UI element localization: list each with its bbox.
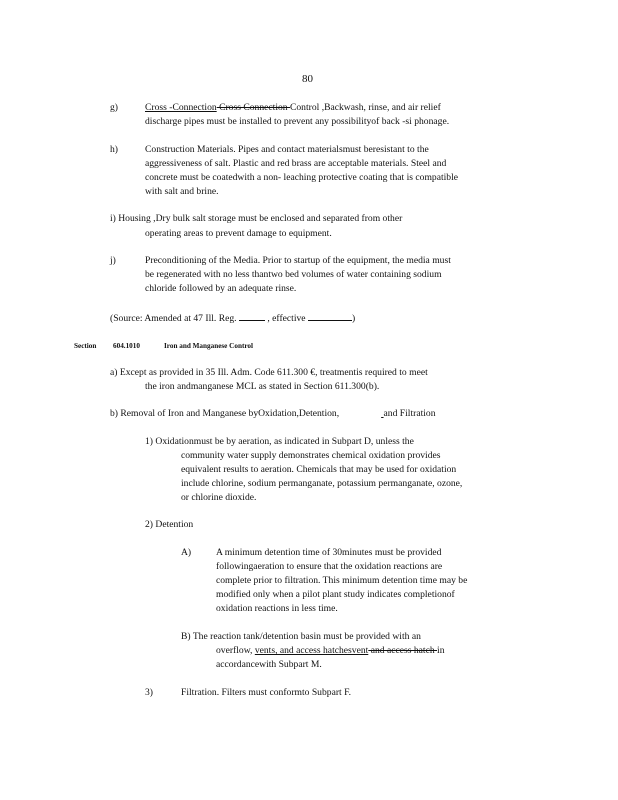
para-b-gap xyxy=(339,407,381,416)
source-blank-register xyxy=(239,310,265,321)
item-g-line1 xyxy=(145,101,441,115)
sub-2a-line3: complete prior to filtration. This minimum detention time may be xyxy=(216,575,468,586)
item-g-label: g) xyxy=(110,102,118,113)
item-g-struck: Cross Connection xyxy=(216,102,290,113)
item-j-line3: chloride followed by an adequate rinse. xyxy=(145,283,297,294)
item-h-line2: aggressiveness of salt. Plastic and red brass are acceptable materials. Steel and xyxy=(145,158,447,169)
para-a-line1: a) Except as provided in 35 Ill. Adm. Code 611.300 €, treatmentis required to meet xyxy=(110,367,428,378)
sub-2b-end: in xyxy=(437,645,445,656)
section-number: 604.1010 xyxy=(113,342,140,350)
sub-2a-line5: oxidation reactions in less time. xyxy=(216,603,338,614)
item-j-line2: be regenerated with no less thantwo bed volumes of water containing sodium xyxy=(145,269,442,280)
sub-1-line5: or chlorine dioxide. xyxy=(181,492,257,503)
sub-2b-start: overflow, xyxy=(216,645,255,656)
item-j-label: j) xyxy=(110,255,116,266)
page-number: 80 xyxy=(302,73,313,85)
sub-2a-line4: modified only when a pilot plant study indicates completionof xyxy=(216,589,455,600)
sub-1-line4: include chlorine, sodium permanganate, potassium permanganate, ozone, xyxy=(181,478,463,489)
section-title: Iron and Manganese Control xyxy=(164,342,253,350)
sub-2a-line1: A minimum detention time of 30minutes must be provided xyxy=(216,547,442,558)
source-note xyxy=(110,310,355,326)
para-b-text: b) Removal of Iron and Manganese byOxidation,Detention, xyxy=(110,408,340,419)
item-h-label: h) xyxy=(110,144,118,155)
item-h-line3: concrete must be coatedwith a non- leaching protective coating that is compatible xyxy=(145,172,459,183)
sub-3-text: Filtration. Filters must conformto Subpart F. xyxy=(181,687,352,698)
item-j-line1: Preconditioning of the Media. Prior to startup of the equipment, the media must xyxy=(145,255,451,266)
sub-2b-line3: accordancewith Subpart M. xyxy=(216,659,322,670)
section-label: Section xyxy=(74,342,97,350)
sub-3-label: 3) xyxy=(145,687,153,698)
item-h-line1: Construction Materials. Pipes and contact materialsmust beresistant to the xyxy=(145,144,429,155)
item-g-line2: discharge pipes must be installed to prevent any possibilityof back -si phonage. xyxy=(145,116,450,127)
sub-1-line1: 1) Oxidationmust be by aeration, as indicated in Subpart D, unless the xyxy=(145,436,414,447)
source-text: (Source: Amended at 47 Ill. Reg. xyxy=(110,313,239,324)
item-g-underlined: Cross -Connection xyxy=(145,102,217,113)
sub-2a-label: A) xyxy=(181,547,192,558)
sub-2b-line2 xyxy=(216,644,445,658)
sub-1-line2: community water supply demonstrates chemical oxidation provides xyxy=(181,450,441,461)
item-i-line2: operating areas to prevent damage to equipment. xyxy=(145,228,332,239)
source-close: ) xyxy=(351,313,356,324)
sub-2b-underlined: vents, and access hatchesvent xyxy=(254,645,369,656)
sub-2b-struck: and access hatch xyxy=(368,645,438,656)
sub-2b-line1: B) The reaction tank/detention basin must be provided with an xyxy=(181,631,421,642)
sub-2-heading: 2) Detention xyxy=(145,519,194,530)
source-blank-date xyxy=(308,310,352,321)
item-h-line4: with salt and brine. xyxy=(145,186,219,197)
para-b-line1 xyxy=(110,407,436,421)
sub-2a-line2: followingaeration to ensure that the oxidation reactions are xyxy=(216,561,443,572)
item-i-line1: i) Housing ,Dry bulk salt storage must be enclosed and separated from other xyxy=(110,213,403,224)
para-b-end: and Filtration xyxy=(383,408,436,419)
sub-1-line3: equivalent results to aeration. Chemicals that may be used for oxidation xyxy=(181,464,457,475)
item-g-rest: Control ,Backwash, rinse, and air relief xyxy=(289,102,441,113)
para-a-line2: the iron andmanganese MCL as stated in Section 611.300(b). xyxy=(145,381,380,392)
source-effective: , effective xyxy=(264,313,308,324)
